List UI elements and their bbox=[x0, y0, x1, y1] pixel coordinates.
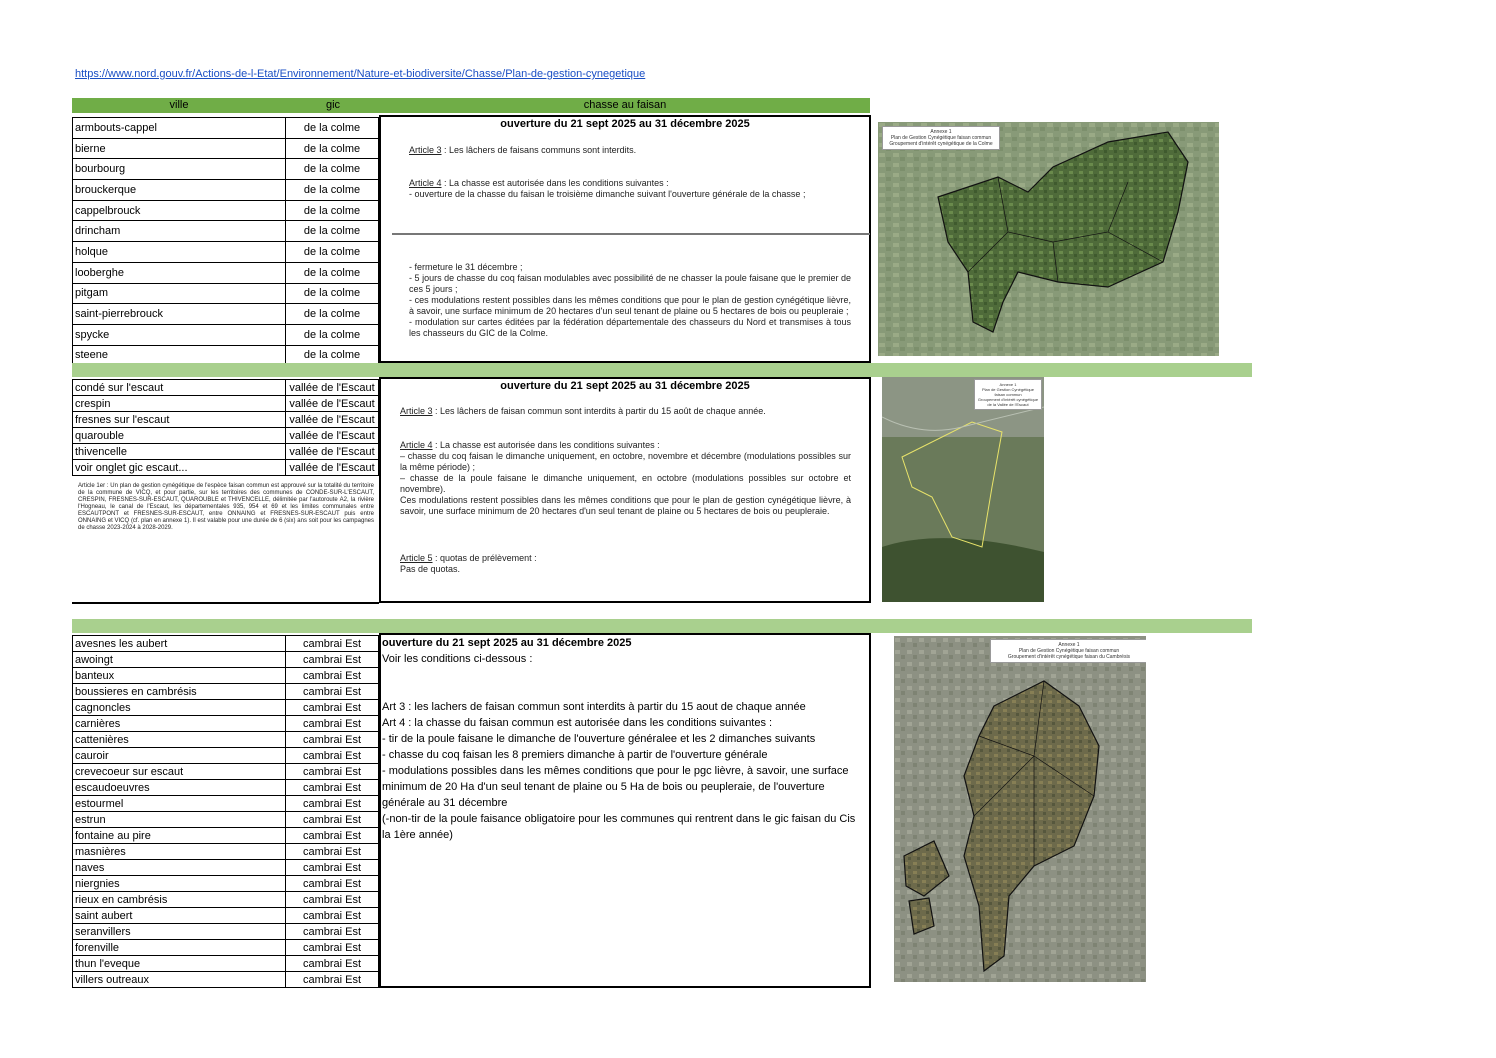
ville-cell: crespin bbox=[73, 396, 286, 412]
gic-cell: de la colme bbox=[286, 304, 379, 325]
table-row bbox=[73, 444, 379, 460]
condition-line: - modulations possibles dans les mêmes conditions que pour le pgc lièvre, à savoir, une surface bbox=[382, 765, 849, 777]
colme-article3 bbox=[409, 145, 849, 156]
ville-cell: carnières bbox=[73, 716, 286, 732]
cambrai-table bbox=[72, 635, 379, 988]
escaut-map bbox=[882, 377, 1044, 602]
col-ville: ville bbox=[169, 99, 189, 111]
ville-cell: villers outreaux bbox=[73, 972, 286, 988]
ville-cell: cauroir bbox=[73, 748, 286, 764]
gic-cell: cambrai Est bbox=[286, 812, 379, 828]
gic-cell: de la colme bbox=[286, 345, 379, 366]
ville-cell: estourmel bbox=[73, 796, 286, 812]
gic-cell: cambrai Est bbox=[286, 716, 379, 732]
gic-cell: de la colme bbox=[286, 180, 379, 201]
escaut-art5-line: Pas de quotas. bbox=[400, 564, 461, 574]
gic-cell: de la colme bbox=[286, 324, 379, 345]
gic-cell: cambrai Est bbox=[286, 940, 379, 956]
gic-cell: de la colme bbox=[286, 283, 379, 304]
table-row bbox=[73, 828, 379, 844]
table-row bbox=[73, 668, 379, 684]
table-row bbox=[73, 972, 379, 988]
table-row bbox=[73, 860, 379, 876]
escaut-bottom-rule bbox=[72, 602, 379, 604]
colme-title: ouverture du 21 sept 2025 au 31 décembre 2025 bbox=[500, 118, 750, 130]
ville-cell: steene bbox=[73, 345, 286, 366]
condition-line: Art 4 : la chasse du faisan commun est autorisée dans les conditions suivantes : bbox=[382, 717, 773, 729]
legend-line: Annexe 1 bbox=[930, 129, 952, 135]
escaut-art4-label: Article 4 bbox=[400, 440, 433, 450]
table-header bbox=[72, 98, 870, 113]
escaut-article1-note: Article 1er : Un plan de gestion cynégétique de l'espèce faisan commun est approuvé sur la totalité du territoire de la commune de VICQ, et pour partie, sur les territoires des communes de CONDE-SUR-L'ESCAUT, CRESPIN, FRESNES-SUR-ESCAUT, QUAROUBLE et THIVENCELLE, délimitée par l'autoroute A2, la rivière l'Hogneau, le canal de l'Escaut, les départementales 935, 954 et 69 et les limites communales entre ESCAUTPONT et FRESNES-SUR-ESCAUT, entre ONNAING et FRESNES-SUR-ESCAUT puis entre ONNAING et VICQ (cf. plan en annexe 1). Il est valable pour une durée de 6 (six) ans soit pour les campagnes de chasse 2023-2024 à 2028-2029. bbox=[78, 483, 374, 531]
escaut-map-legend bbox=[974, 379, 1042, 410]
table-row bbox=[73, 924, 379, 940]
table-row bbox=[73, 396, 379, 412]
cambrai-map bbox=[894, 636, 1146, 982]
gic-cell: de la colme bbox=[286, 242, 379, 263]
escaut-art4-lines bbox=[400, 451, 851, 517]
escaut-art3-label: Article 3 bbox=[400, 406, 433, 416]
band-escaut bbox=[72, 363, 1252, 377]
table-row bbox=[73, 732, 379, 748]
legend-line: Plan de Gestion Cynégétique faisan commun bbox=[1018, 648, 1120, 654]
table-row bbox=[73, 428, 379, 444]
condition-line: ouverture du 21 sept 2025 au 31 décembre 2025 bbox=[382, 637, 632, 649]
table-row bbox=[73, 844, 379, 860]
ville-cell: fresnes sur l'escaut bbox=[73, 412, 286, 428]
legend-line: Plan de Gestion Cynégétique faisan commun bbox=[890, 135, 992, 141]
gic-cell: de la colme bbox=[286, 221, 379, 242]
ville-cell: crevecoeur sur escaut bbox=[73, 764, 286, 780]
gic-cell: de la colme bbox=[286, 262, 379, 283]
table-row bbox=[73, 908, 379, 924]
colme-art4-line: - ouverture de la chasse du faisan le troisième dimanche suivant l'ouverture générale de la chasse ; bbox=[409, 189, 806, 199]
condition-line: générale au 31 décembre bbox=[382, 797, 508, 809]
ville-cell: brouckerque bbox=[73, 180, 286, 201]
ville-cell: looberghe bbox=[73, 262, 286, 283]
gic-cell: vallée de l'Escaut bbox=[286, 428, 379, 444]
ville-cell: thun l'eveque bbox=[73, 956, 286, 972]
table-row bbox=[73, 716, 379, 732]
escaut-article5 bbox=[400, 553, 850, 564]
condition-line: - chasse du coq faisan les 8 premiers dimanche à partir de l'ouverture générale bbox=[382, 749, 768, 761]
gic-cell: vallée de l'Escaut bbox=[286, 412, 379, 428]
col-gic: gic bbox=[325, 99, 341, 111]
table-row bbox=[73, 892, 379, 908]
table-row bbox=[73, 876, 379, 892]
ville-cell: voir onglet gic escaut... bbox=[73, 460, 286, 476]
condition-line: la 1ère année) bbox=[382, 829, 453, 841]
table-row bbox=[73, 180, 379, 201]
condition-line: Voir les conditions ci-dessous : bbox=[382, 653, 533, 665]
ville-cell: cappelbrouck bbox=[73, 200, 286, 221]
gic-cell: cambrai Est bbox=[286, 860, 379, 876]
gic-cell: cambrai Est bbox=[286, 892, 379, 908]
ville-cell: awoingt bbox=[73, 652, 286, 668]
ville-cell: thivencelle bbox=[73, 444, 286, 460]
colme-map-legend bbox=[882, 126, 1000, 150]
condition-line: - tir de la poule faisane le dimanche de l'ouverture généralee et les 2 dimanches suivants bbox=[382, 733, 816, 745]
cambrai-map-legend bbox=[990, 639, 1146, 663]
ville-cell: drincham bbox=[73, 221, 286, 242]
gic-cell: cambrai Est bbox=[286, 748, 379, 764]
ville-cell: boussieres en cambrésis bbox=[73, 684, 286, 700]
escaut-art5-text: : quotas de prélèvement : bbox=[432, 553, 537, 563]
table-row bbox=[73, 304, 379, 325]
table-row bbox=[73, 324, 379, 345]
ville-cell: quarouble bbox=[73, 428, 286, 444]
table-row bbox=[73, 138, 379, 159]
table-row bbox=[73, 748, 379, 764]
condition-line: – chasse du coq faisan le dimanche uniquement, en octobre, novembre et décembre (modulations possibles sur la même période) ; bbox=[400, 451, 851, 472]
ville-cell: naves bbox=[73, 860, 286, 876]
ville-cell: masnières bbox=[73, 844, 286, 860]
cambrai-conditions bbox=[382, 635, 868, 843]
colme-article4 bbox=[409, 178, 849, 189]
table-row bbox=[73, 940, 379, 956]
ville-cell: forenville bbox=[73, 940, 286, 956]
colme-map bbox=[878, 122, 1219, 356]
ville-cell: cagnoncles bbox=[73, 700, 286, 716]
table-row bbox=[73, 684, 379, 700]
gic-cell: cambrai Est bbox=[286, 876, 379, 892]
ville-cell: fontaine au pire bbox=[73, 828, 286, 844]
ville-cell: seranvillers bbox=[73, 924, 286, 940]
condition-line bbox=[382, 667, 868, 683]
escaut-title: ouverture du 21 sept 2025 au 31 décembre 2025 bbox=[500, 380, 750, 392]
gic-cell: cambrai Est bbox=[286, 924, 379, 940]
table-row bbox=[73, 412, 379, 428]
ville-cell: avesnes les aubert bbox=[73, 636, 286, 652]
table-row bbox=[73, 159, 379, 180]
gic-cell: de la colme bbox=[286, 138, 379, 159]
gic-cell: de la colme bbox=[286, 118, 379, 139]
escaut-art3-text: : Les lâchers de faisan commun sont interdits à partir du 15 août de chaque année. bbox=[432, 406, 766, 416]
gic-cell: cambrai Est bbox=[286, 668, 379, 684]
ville-cell: spycke bbox=[73, 324, 286, 345]
ville-cell: bourbourg bbox=[73, 159, 286, 180]
condition-line: (-non-tir de la poule faisance obligatoire pour les communes qui rentrent dans le gic faisan du Cis bbox=[382, 813, 856, 825]
table-row bbox=[73, 636, 379, 652]
legend-line: Annexe 1 bbox=[999, 382, 1017, 387]
ville-cell: rieux en cambrésis bbox=[73, 892, 286, 908]
legend-line: Groupement d'intérêt cynégétique faisan du Cambrésis bbox=[1007, 654, 1131, 660]
gestion-cynegetique-link[interactable]: https://www.nord.gouv.fr/Actions-de-l-Etat/Environnement/Nature-et-biodiversite/Chasse/Plan-de-gestion-cynegetique bbox=[75, 68, 646, 80]
escaut-article3 bbox=[400, 406, 850, 417]
gic-cell: cambrai Est bbox=[286, 796, 379, 812]
condition-line: - ces modulations restent possibles dans les mêmes conditions que pour le plan de gestion cynégétique lièvre, à savoir, une surface minimum de 20 hectares d'un seul tenant de plaine ou 5 hectares de bois ou peupleraie ; bbox=[409, 295, 851, 316]
escaut-art5-label: Article 5 bbox=[400, 553, 433, 563]
gic-cell: de la colme bbox=[286, 200, 379, 221]
table-row bbox=[73, 200, 379, 221]
table-row bbox=[73, 380, 379, 396]
ville-cell: niergnies bbox=[73, 876, 286, 892]
condition-line: Ces modulations restent possibles dans les mêmes conditions que pour le plan de gestion cynégétique lièvre, à savoir, une surface minimum de 20 hectares d'un seul tenant de plaine ou 5 hectares de bois ou peupleraie. bbox=[400, 495, 851, 516]
gic-cell: cambrai Est bbox=[286, 652, 379, 668]
condition-line: Art 3 : les lachers de faisan commun sont interdits à partir du 15 aout de chaque année bbox=[382, 701, 806, 713]
ville-cell: holque bbox=[73, 242, 286, 263]
ville-cell: armbouts-cappel bbox=[73, 118, 286, 139]
gic-cell: cambrai Est bbox=[286, 732, 379, 748]
ville-cell: cattenières bbox=[73, 732, 286, 748]
condition-line: - modulation sur cartes éditées par la fédération départementale des chasseurs du Nord et transmises à tous les chasseurs du GIC de la Colme. bbox=[409, 317, 851, 338]
col-chasse: chasse au faisan bbox=[583, 99, 667, 111]
gic-cell: vallée de l'Escaut bbox=[286, 396, 379, 412]
condition-line: minimum de 20 Ha d'un seul tenant de plaine ou 5 Ha de bois ou peupleraie, de l'ouverture bbox=[382, 781, 825, 793]
gic-cell: cambrai Est bbox=[286, 828, 379, 844]
gic-cell: cambrai Est bbox=[286, 908, 379, 924]
table-row bbox=[73, 956, 379, 972]
ville-cell: bierne bbox=[73, 138, 286, 159]
table-row bbox=[73, 796, 379, 812]
table-row bbox=[73, 780, 379, 796]
ville-cell: pitgam bbox=[73, 283, 286, 304]
colme-conditions bbox=[409, 262, 851, 339]
table-row bbox=[73, 700, 379, 716]
ville-cell: saint aubert bbox=[73, 908, 286, 924]
gic-cell: cambrai Est bbox=[286, 956, 379, 972]
ville-cell: escaudoeuvres bbox=[73, 780, 286, 796]
table-row bbox=[73, 460, 379, 476]
gic-cell: vallée de l'Escaut bbox=[286, 460, 379, 476]
escaut-article4 bbox=[400, 440, 850, 451]
legend-line: Groupement d'intérêt cynégétique de la Colme bbox=[889, 141, 993, 147]
gic-cell: cambrai Est bbox=[286, 684, 379, 700]
gic-cell: vallée de l'Escaut bbox=[286, 444, 379, 460]
condition-line: - fermeture le 31 décembre ; bbox=[409, 262, 523, 272]
colme-art4-label: Article 4 bbox=[409, 178, 442, 188]
colme-art3-text: : Les lâchers de faisans communs sont interdits. bbox=[441, 145, 637, 155]
condition-line: – chasse de la poule faisane le dimanche uniquement, en octobre (modulations possibles sur octobre et novembre). bbox=[400, 473, 851, 494]
gic-cell: vallée de l'Escaut bbox=[286, 380, 379, 396]
ville-cell: condé sur l'escaut bbox=[73, 380, 286, 396]
table-row bbox=[73, 764, 379, 780]
gic-cell: cambrai Est bbox=[286, 700, 379, 716]
table-row bbox=[73, 221, 379, 242]
legend-line: Groupement d'intérêt cynégétique de la Vallée de l'Escaut bbox=[977, 397, 1039, 407]
table-row bbox=[73, 652, 379, 668]
gic-cell: cambrai Est bbox=[286, 764, 379, 780]
table-row bbox=[73, 283, 379, 304]
gic-cell: cambrai Est bbox=[286, 844, 379, 860]
band-cambrai bbox=[72, 619, 1252, 633]
ville-cell: saint-pierrebrouck bbox=[73, 304, 286, 325]
colme-art3-label: Article 3 bbox=[409, 145, 442, 155]
gic-cell: cambrai Est bbox=[286, 780, 379, 796]
colme-separator bbox=[392, 233, 870, 235]
legend-line: Annexe 1 bbox=[1058, 642, 1080, 648]
legend-line: Plan de Gestion Cynégétique faisan commun bbox=[981, 387, 1035, 397]
escaut-table bbox=[72, 379, 379, 476]
table-row bbox=[73, 812, 379, 828]
table-row bbox=[73, 242, 379, 263]
colme-art4-text: : La chasse est autorisée dans les conditions suivantes : bbox=[441, 178, 669, 188]
ville-cell: banteux bbox=[73, 668, 286, 684]
condition-line: - 5 jours de chasse du coq faisan modulables avec possibilité de ne chasser la poule faisane que le premier de ces 5 jours ; bbox=[409, 273, 851, 294]
escaut-art4-text: : La chasse est autorisée dans les conditions suivantes : bbox=[432, 440, 660, 450]
colme-table bbox=[72, 117, 379, 366]
ville-cell: estrun bbox=[73, 812, 286, 828]
condition-line bbox=[382, 683, 868, 699]
gic-cell: cambrai Est bbox=[286, 636, 379, 652]
gic-cell: de la colme bbox=[286, 159, 379, 180]
table-row bbox=[73, 262, 379, 283]
gic-cell: cambrai Est bbox=[286, 972, 379, 988]
table-row bbox=[73, 118, 379, 139]
